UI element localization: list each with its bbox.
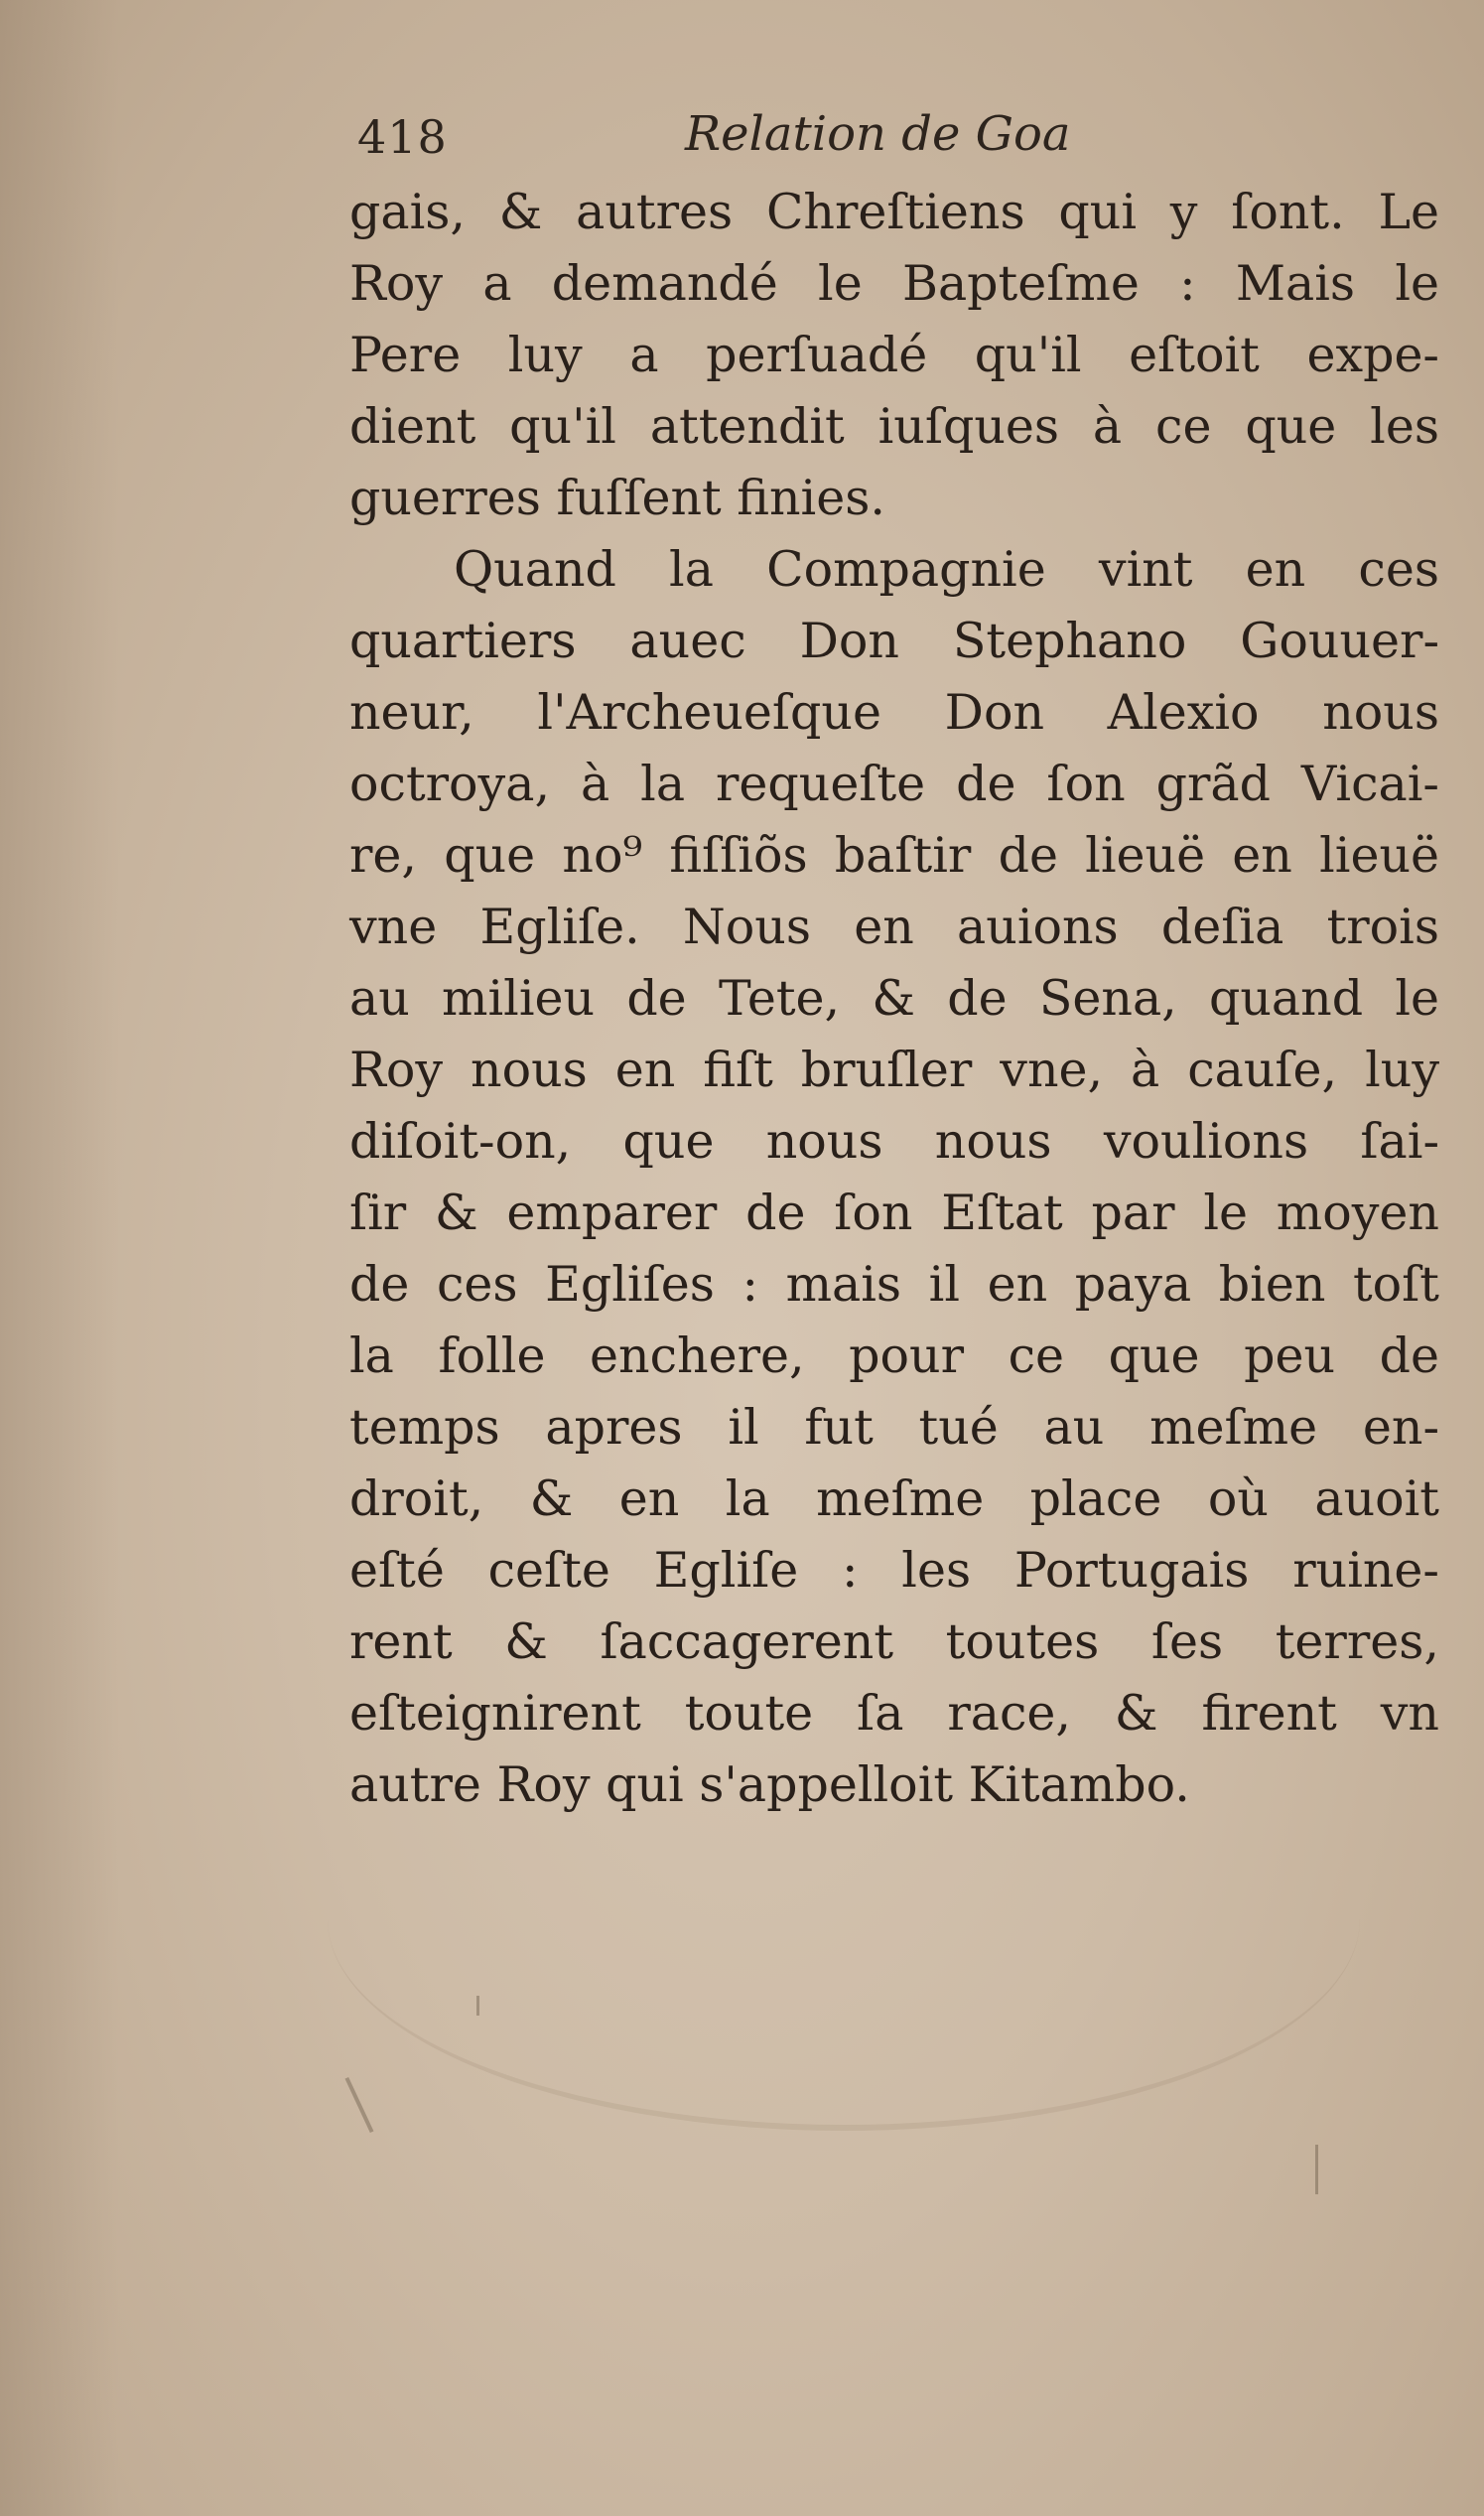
text-line: eſteignirent toute ſa race, & firent vn — [349, 1685, 1439, 1742]
text-line: droit, & en la meſme place où auoit — [349, 1470, 1439, 1527]
text-line: de ces Egliſes : mais il en paya bien toſt — [349, 1256, 1439, 1313]
text-line: autre Roy qui s'appelloit Kitambo. — [349, 1756, 1190, 1813]
paper-mark — [476, 1996, 479, 2016]
text-line: gais, & autres Chreſtiens qui y ſont. Le — [349, 184, 1439, 240]
page-header — [357, 104, 1449, 174]
page-number: 418 — [357, 110, 448, 164]
text-line: Pere luy a perſuadé qu'il eſtoit expe- — [349, 327, 1439, 383]
text-line: diſoit-on, que nous nous voulions ſai- — [349, 1113, 1439, 1170]
running-title: Relation de Goa — [685, 106, 1071, 162]
text-line: Roy a demandé le Bapteſme : Mais le — [349, 255, 1439, 312]
text-line: neur, l'Archeueſque Don Alexio nous — [349, 684, 1439, 741]
text-line: dient qu'il attendit iuſques à ce que les — [349, 398, 1439, 455]
text-line: au milieu de Tete, & de Sena, quand le — [349, 970, 1439, 1027]
text-line: Roy nous en fiſt bruſler vne, à cauſe, luy — [349, 1042, 1439, 1098]
text-line: re, que no⁹ fiſſiõs baſtir de lieuë en lieuë — [349, 827, 1439, 884]
text-line: quartiers auec Don Stephano Gouuer- — [349, 613, 1439, 669]
text-line: temps apres il fut tué au meſme en- — [349, 1399, 1439, 1456]
text-line: vne Egliſe. Nous en auions deſia trois — [349, 899, 1439, 955]
body-text — [349, 177, 1439, 1821]
text-line: la folle enchere, pour ce que peu de — [349, 1328, 1439, 1384]
text-line: ſir & emparer de ſon Eſtat par le moyen — [349, 1185, 1439, 1241]
paragraph-start-line: Quand la Compagnie vint en ces — [454, 541, 1439, 598]
text-line: octroya, à la requeſte de ſon grãd Vicai- — [349, 756, 1439, 812]
paper-mark — [1315, 2145, 1318, 2194]
text-line: guerres fuſſent finies. — [349, 470, 885, 526]
paper-mark — [345, 2077, 374, 2133]
text-line: eſté ceſte Egliſe : les Portugais ruine- — [349, 1542, 1439, 1599]
text-line: rent & ſaccagerent toutes ſes terres, — [349, 1613, 1439, 1670]
